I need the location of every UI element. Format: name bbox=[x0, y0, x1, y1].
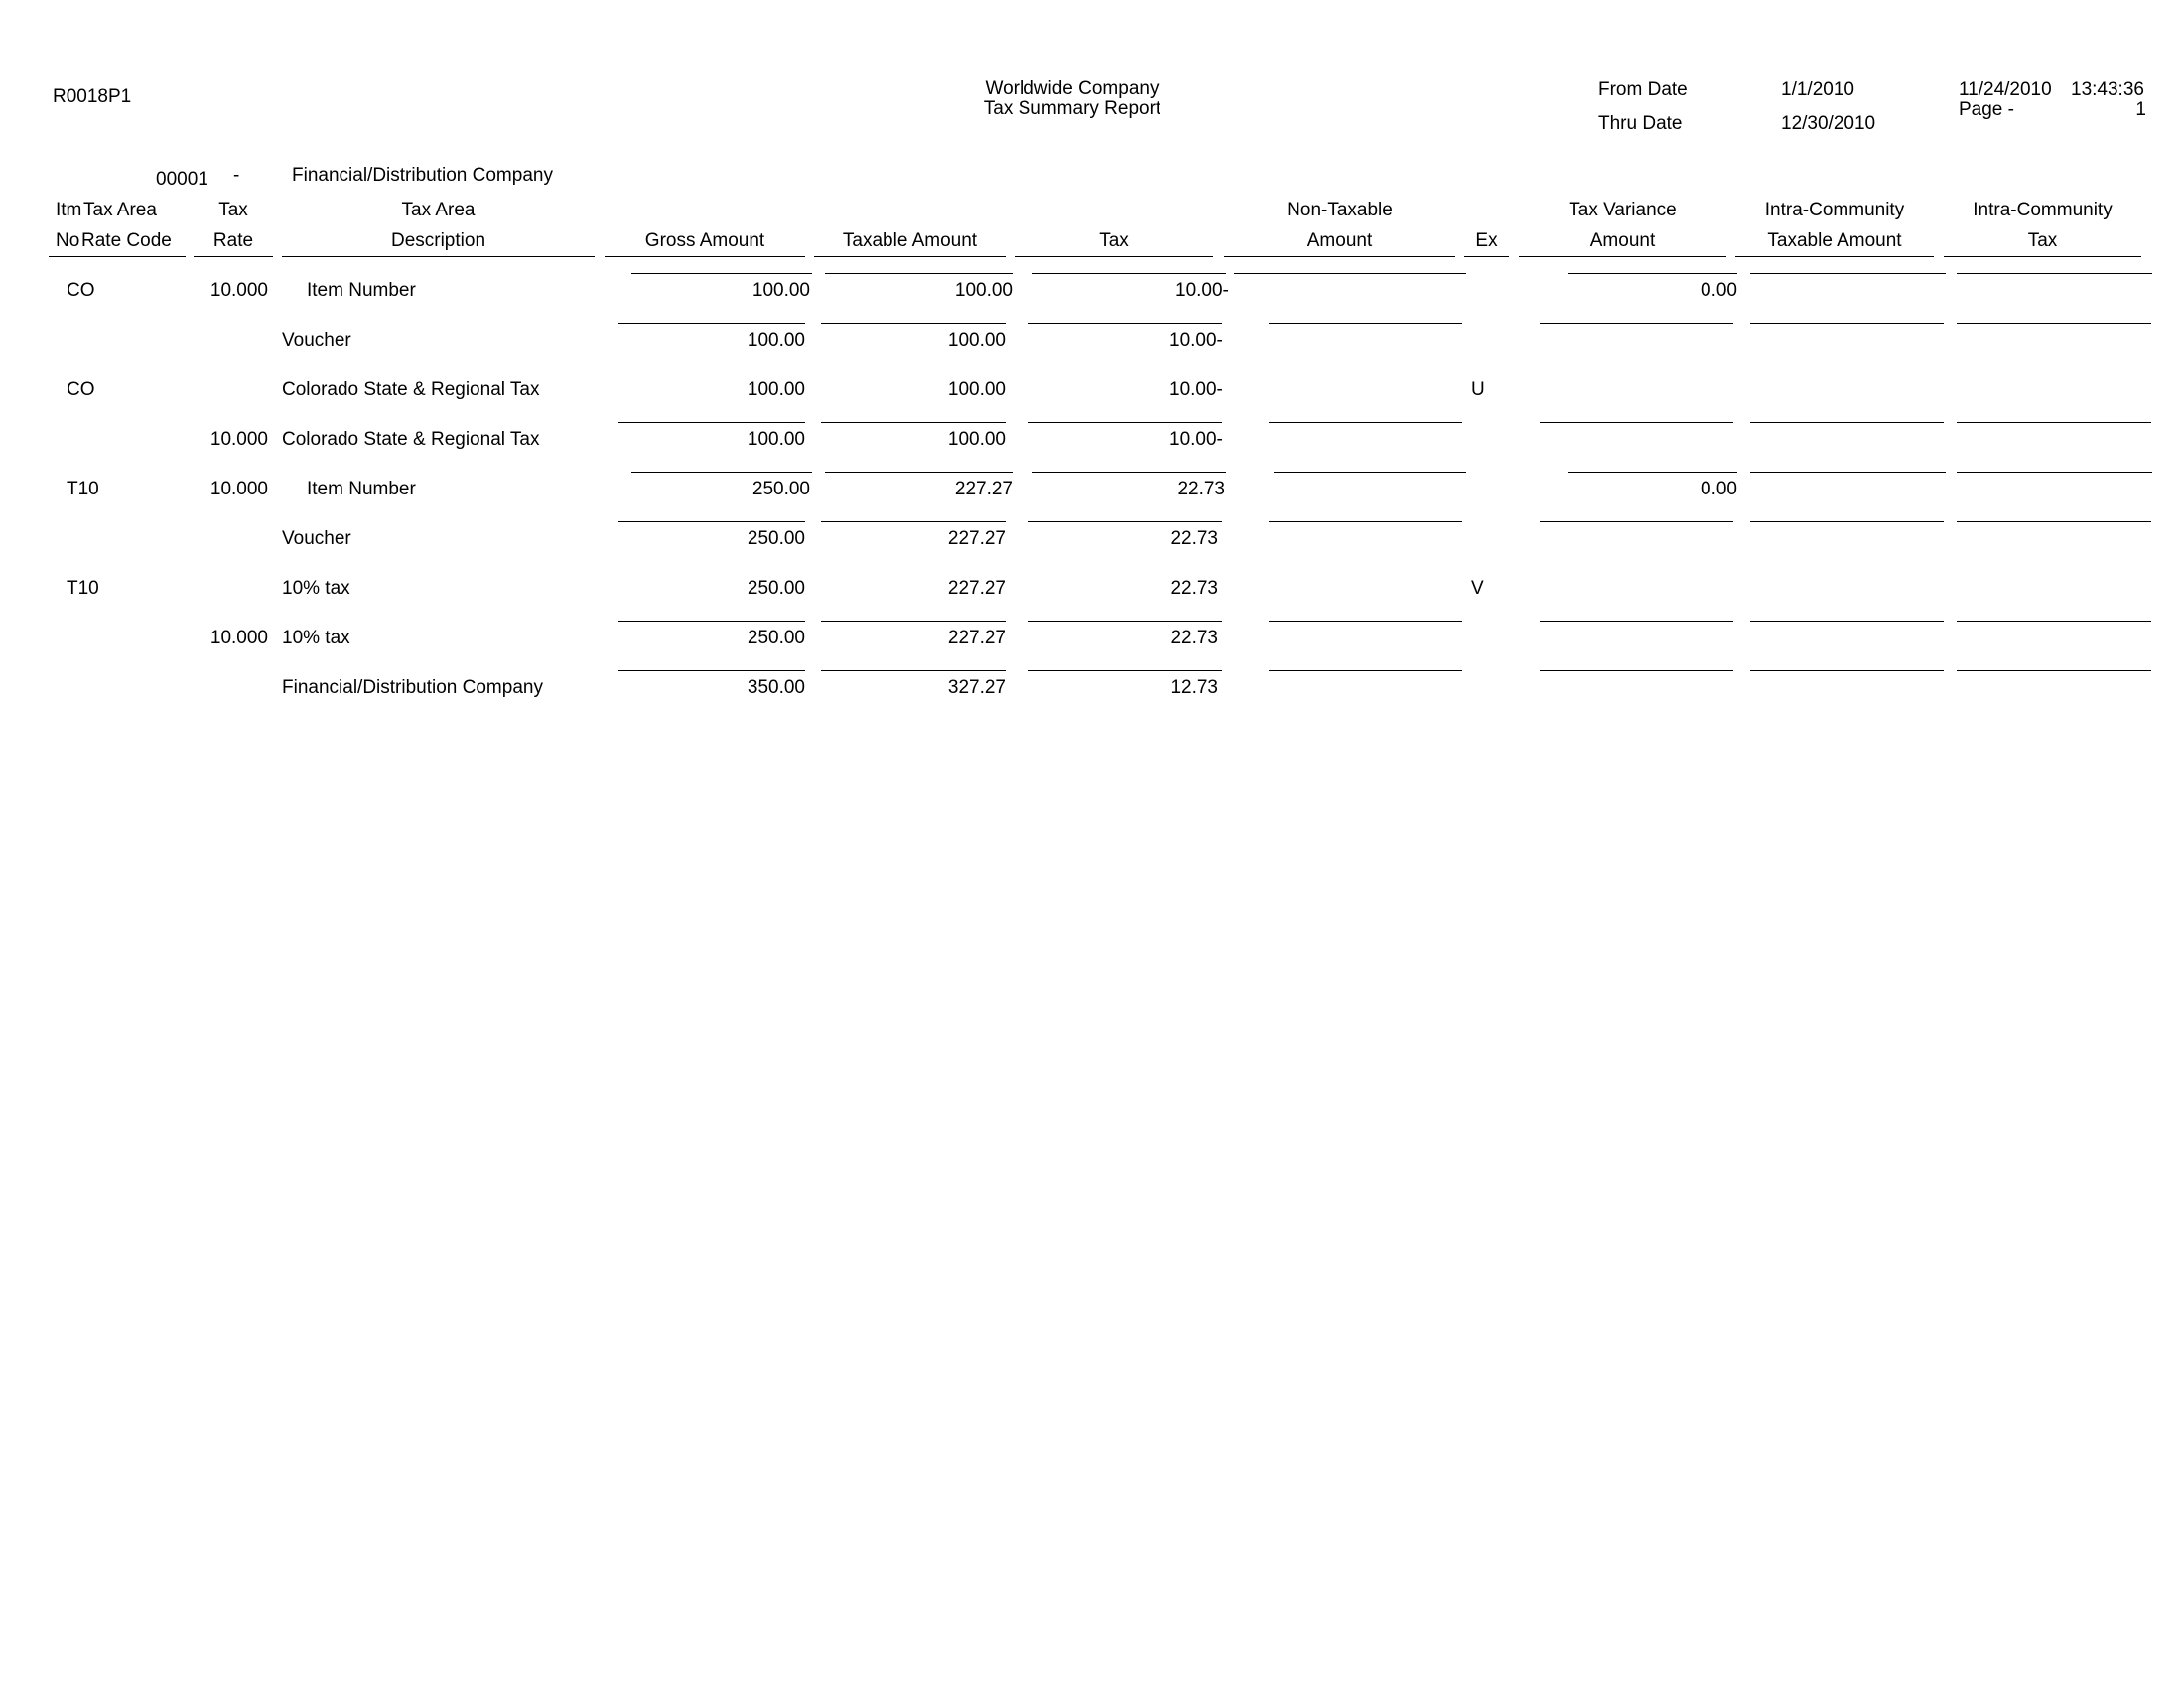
from-date-label: From Date bbox=[1598, 79, 1688, 100]
amount-rule bbox=[1032, 273, 1226, 274]
amount-rule bbox=[821, 670, 1006, 671]
row-tax: 22.73 bbox=[1177, 479, 1225, 499]
amount-rule bbox=[1269, 670, 1462, 671]
amount-rule bbox=[1028, 621, 1222, 622]
col-intra-tax-line1: Intra-Community bbox=[1973, 200, 2113, 220]
row-gross-amount: 250.00 bbox=[747, 528, 805, 549]
amount-rule bbox=[1957, 621, 2151, 622]
page-label: Page - bbox=[1959, 99, 2014, 120]
amount-rule bbox=[821, 521, 1006, 522]
row-tax: 10.00- bbox=[1175, 280, 1229, 301]
col-non-taxable-line1: Non-Taxable bbox=[1287, 200, 1393, 220]
header-underline bbox=[1735, 256, 1934, 257]
amount-rule bbox=[618, 670, 805, 671]
header-underline bbox=[282, 256, 595, 257]
col-gross-amount: Gross Amount bbox=[644, 230, 765, 251]
row-gross-amount: 100.00 bbox=[747, 330, 805, 351]
page-number: 1 bbox=[2135, 99, 2146, 120]
row-tax: 10.00- bbox=[1169, 330, 1223, 351]
row-description: Item Number bbox=[307, 280, 416, 301]
amount-rule bbox=[631, 273, 812, 274]
row-taxable-amount: 327.27 bbox=[947, 677, 1006, 698]
amount-rule bbox=[631, 472, 812, 473]
col-tax-rate-line1: Tax bbox=[218, 200, 248, 220]
col-intra-tax-line2: Tax bbox=[2027, 230, 2058, 251]
row-rate-code: CO bbox=[67, 280, 95, 301]
col-tax-rate-line2: Rate bbox=[212, 230, 254, 251]
row-tax: 22.73 bbox=[1170, 528, 1218, 549]
row-description: Colorado State & Regional Tax bbox=[282, 379, 540, 400]
run-time: 13:43:36 bbox=[2071, 79, 2144, 100]
amount-rule bbox=[1234, 273, 1466, 274]
row-taxable-amount: 100.00 bbox=[947, 429, 1006, 450]
amount-rule bbox=[618, 521, 805, 522]
row-taxable-amount: 227.27 bbox=[954, 479, 1013, 499]
row-tax: 12.73 bbox=[1170, 677, 1218, 698]
row-gross-amount: 100.00 bbox=[751, 280, 810, 301]
header-underline bbox=[1464, 256, 1509, 257]
col-description-line2: Description bbox=[390, 230, 486, 251]
row-description: Item Number bbox=[307, 479, 416, 499]
amount-rule bbox=[821, 323, 1006, 324]
row-tax-variance: 0.00 bbox=[1701, 280, 1737, 301]
amount-rule bbox=[1957, 521, 2151, 522]
report-program-id: R0018P1 bbox=[53, 86, 132, 107]
col-intra-taxable-line2: Taxable Amount bbox=[1767, 230, 1902, 251]
amount-rule bbox=[1269, 422, 1462, 423]
row-rate-code: T10 bbox=[67, 479, 99, 499]
col-itm-line2: No bbox=[56, 230, 80, 251]
amount-rule bbox=[618, 422, 805, 423]
amount-rule bbox=[1750, 621, 1944, 622]
row-tax: 10.00- bbox=[1169, 429, 1223, 450]
col-non-taxable-line2: Amount bbox=[1306, 230, 1373, 251]
row-rate-code: T10 bbox=[67, 578, 99, 599]
header-underline bbox=[194, 256, 273, 257]
amount-rule bbox=[1540, 521, 1733, 522]
amount-rule bbox=[1750, 472, 1946, 473]
amount-rule bbox=[825, 273, 1013, 274]
amount-rule bbox=[1274, 472, 1466, 473]
thru-date-value: 12/30/2010 bbox=[1781, 113, 1876, 134]
amount-rule bbox=[1568, 273, 1737, 274]
amount-rule bbox=[1269, 621, 1462, 622]
amount-rule bbox=[1957, 273, 2152, 274]
row-tax: 10.00- bbox=[1169, 379, 1223, 400]
thru-date-label: Thru Date bbox=[1598, 113, 1683, 134]
amount-rule bbox=[1028, 323, 1222, 324]
row-gross-amount: 250.00 bbox=[747, 578, 805, 599]
row-description: Colorado State & Regional Tax bbox=[282, 429, 540, 450]
row-taxable-amount: 227.27 bbox=[947, 628, 1006, 648]
amount-rule bbox=[1028, 670, 1222, 671]
company-number: 00001 bbox=[156, 169, 208, 190]
amount-rule bbox=[1269, 323, 1462, 324]
row-description: Financial/Distribution Company bbox=[282, 677, 543, 698]
col-intra-taxable-line1: Intra-Community bbox=[1764, 200, 1905, 220]
row-ex-code: U bbox=[1471, 379, 1485, 400]
row-gross-amount: 100.00 bbox=[747, 429, 805, 450]
col-description-line1: Tax Area bbox=[401, 200, 476, 220]
amount-rule bbox=[1750, 422, 1944, 423]
amount-rule bbox=[1028, 521, 1222, 522]
row-rate-code: CO bbox=[67, 379, 95, 400]
amount-rule bbox=[1957, 670, 2151, 671]
header-underline bbox=[1944, 256, 2141, 257]
row-description: 10% tax bbox=[282, 628, 350, 648]
amount-rule bbox=[825, 472, 1013, 473]
col-taxable-amount: Taxable Amount bbox=[842, 230, 978, 251]
amount-rule bbox=[1269, 521, 1462, 522]
amount-rule bbox=[1540, 323, 1733, 324]
row-tax: 22.73 bbox=[1170, 578, 1218, 599]
amount-rule bbox=[1750, 323, 1944, 324]
company-dash: - bbox=[233, 165, 240, 186]
row-ex-code: V bbox=[1471, 578, 1484, 599]
row-tax-rate: 10.000 bbox=[209, 628, 268, 648]
row-taxable-amount: 100.00 bbox=[947, 330, 1006, 351]
row-tax: 22.73 bbox=[1170, 628, 1218, 648]
amount-rule bbox=[1568, 472, 1737, 473]
col-itm-line1: Itm bbox=[56, 200, 82, 220]
row-gross-amount: 250.00 bbox=[751, 479, 810, 499]
row-taxable-amount: 100.00 bbox=[947, 379, 1006, 400]
amount-rule bbox=[1540, 621, 1733, 622]
header-underline bbox=[1519, 256, 1726, 257]
row-description: 10% tax bbox=[282, 578, 350, 599]
amount-rule bbox=[821, 422, 1006, 423]
row-gross-amount: 100.00 bbox=[747, 379, 805, 400]
company-name: Financial/Distribution Company bbox=[292, 165, 553, 186]
row-taxable-amount: 227.27 bbox=[947, 528, 1006, 549]
col-tax-variance-line2: Amount bbox=[1589, 230, 1656, 251]
row-tax-rate: 10.000 bbox=[209, 429, 268, 450]
report-company: Worldwide Company bbox=[985, 78, 1160, 99]
row-tax-rate: 10.000 bbox=[209, 280, 268, 301]
amount-rule bbox=[1540, 422, 1733, 423]
amount-rule bbox=[1750, 273, 1946, 274]
row-taxable-amount: 227.27 bbox=[947, 578, 1006, 599]
header-underline bbox=[814, 256, 1006, 257]
col-tax-variance-line1: Tax Variance bbox=[1569, 200, 1677, 220]
amount-rule bbox=[1750, 521, 1944, 522]
amount-rule bbox=[1032, 472, 1226, 473]
row-gross-amount: 350.00 bbox=[747, 677, 805, 698]
row-gross-amount: 250.00 bbox=[747, 628, 805, 648]
col-tax-area-line1: Tax Area bbox=[83, 200, 157, 220]
row-description: Voucher bbox=[282, 528, 351, 549]
header-underline bbox=[1224, 256, 1455, 257]
col-rate-code-line2: Rate Code bbox=[81, 230, 172, 251]
amount-rule bbox=[618, 621, 805, 622]
row-taxable-amount: 100.00 bbox=[954, 280, 1013, 301]
amount-rule bbox=[821, 621, 1006, 622]
amount-rule bbox=[1957, 472, 2152, 473]
col-tax: Tax bbox=[1099, 230, 1129, 251]
amount-rule bbox=[618, 323, 805, 324]
amount-rule bbox=[1540, 670, 1733, 671]
row-tax-variance: 0.00 bbox=[1701, 479, 1737, 499]
run-date: 11/24/2010 bbox=[1959, 79, 2052, 100]
row-description: Voucher bbox=[282, 330, 351, 351]
amount-rule bbox=[1957, 323, 2151, 324]
col-ex: Ex bbox=[1475, 230, 1498, 251]
row-tax-rate: 10.000 bbox=[209, 479, 268, 499]
header-underline bbox=[1015, 256, 1213, 257]
from-date-value: 1/1/2010 bbox=[1781, 79, 1854, 100]
report-title: Tax Summary Report bbox=[983, 98, 1161, 119]
header-underline bbox=[49, 256, 186, 257]
header-underline bbox=[605, 256, 805, 257]
amount-rule bbox=[1028, 422, 1222, 423]
amount-rule bbox=[1957, 422, 2151, 423]
amount-rule bbox=[1750, 670, 1944, 671]
